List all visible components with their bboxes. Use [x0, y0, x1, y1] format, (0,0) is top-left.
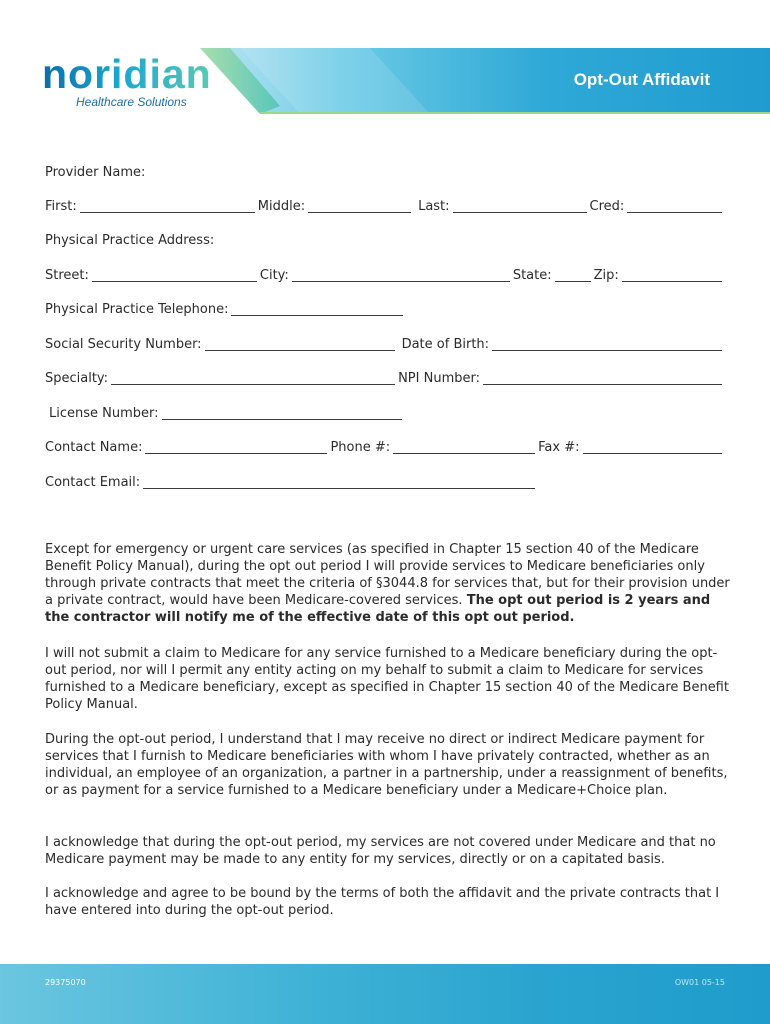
cred-field[interactable] — [627, 198, 722, 213]
paragraph-1-bold: The opt out period is 2 years and the contractor will notify me of the effective date of this opt out period. — [45, 593, 711, 625]
last-name-label: Last: — [418, 199, 450, 214]
state-field[interactable] — [555, 267, 591, 282]
phone-field[interactable] — [393, 439, 535, 454]
ssn-field[interactable] — [205, 336, 395, 351]
form-code: 29375070 — [45, 978, 86, 987]
paragraph-1-text: Except for emergency or urgent care services (as specified in Chapter 15 section 40 of the Medicare Benefit Policy Manual), during the opt out period I will provide services to Medicare beneficiaries only through private contracts that meet the criteria of §3044.8 for services that, but for their provision under a private contract, would have been Medicare-covered services. — [45, 542, 730, 608]
email-field[interactable] — [143, 474, 535, 489]
paragraph-opt-out-terms — [45, 541, 735, 626]
ssn-label: Social Security Number: — [45, 337, 202, 352]
license-field[interactable] — [162, 405, 402, 420]
revision-date: OW01 05-15 — [674, 978, 725, 987]
logo-tagline: Healthcare Solutions — [76, 95, 187, 109]
paragraph-acknowledge: I acknowledge and agree to be bound by the terms of both the affidavit and the private contracts that I have entered into during the opt-out period. — [45, 886, 720, 918]
provider-name-label: Provider Name: — [45, 165, 146, 180]
email-label: Contact Email: — [45, 475, 141, 490]
state-label: State: — [512, 268, 552, 283]
dob-field[interactable] — [492, 336, 722, 351]
zip-field[interactable] — [622, 267, 722, 282]
cred-label: Cred: — [589, 199, 625, 214]
dob-label: Date of Birth: — [401, 337, 490, 352]
contact-name-field[interactable] — [145, 439, 327, 454]
paragraph-no-payment: During the opt-out period, I understand that I may receive no direct or indirect Medicare payment for services that I furnish to Medicare beneficiaries with whom I have privately contracted, whether as an individual, an employee of an organization, a partner in a partnership, under a reassignment of benefits, or as payment for a service furnished to a Medicare beneficiary under a Medicare+Choice plan. — [45, 732, 728, 798]
phone-label: Phone #: — [330, 440, 391, 455]
address-label: Physical Practice Address: — [45, 233, 215, 248]
license-label: License Number: — [49, 406, 159, 421]
fax-label: Fax #: — [538, 440, 580, 455]
fax-field[interactable] — [583, 439, 723, 454]
zip-label: Zip: — [593, 268, 619, 283]
street-field[interactable] — [92, 267, 257, 282]
street-label: Street: — [45, 268, 89, 283]
document-title: Opt-Out Affidavit — [573, 70, 710, 89]
paragraph-not-covered: I acknowledge that during the opt-out period, my services are not covered under Medicare and that no Medicare payment may be made to any entity for my services, directly or on a capitated basis. — [45, 835, 716, 867]
npi-field[interactable] — [483, 370, 722, 385]
city-field[interactable] — [292, 267, 510, 282]
logo-wordmark: noridian — [42, 51, 212, 97]
telephone-field[interactable] — [231, 301, 403, 316]
middle-name-field[interactable] — [308, 198, 411, 213]
paragraph-no-claims: I will not submit a claim to Medicare for any service furnished to a Medicare beneficiary during the opt-out period, nor will I permit any entity acting on my behalf to submit a claim to Medicare for services furnished to a Medicare beneficiary, except as specified in Chapter 15 section 40 of the Medicare Benefit Policy Manual. — [45, 646, 729, 712]
contact-name-label: Contact Name: — [45, 440, 143, 455]
last-name-field[interactable] — [453, 198, 587, 213]
first-name-field[interactable] — [80, 198, 255, 213]
middle-name-label: Middle: — [257, 199, 306, 214]
city-label: City: — [259, 268, 289, 283]
first-name-label: First: — [45, 199, 77, 214]
specialty-field[interactable] — [111, 370, 395, 385]
footer-band — [0, 964, 770, 1024]
specialty-label: Specialty: — [45, 371, 109, 386]
npi-label: NPI Number: — [398, 371, 480, 386]
noridian-logo — [42, 51, 212, 109]
telephone-label: Physical Practice Telephone: — [45, 302, 229, 317]
